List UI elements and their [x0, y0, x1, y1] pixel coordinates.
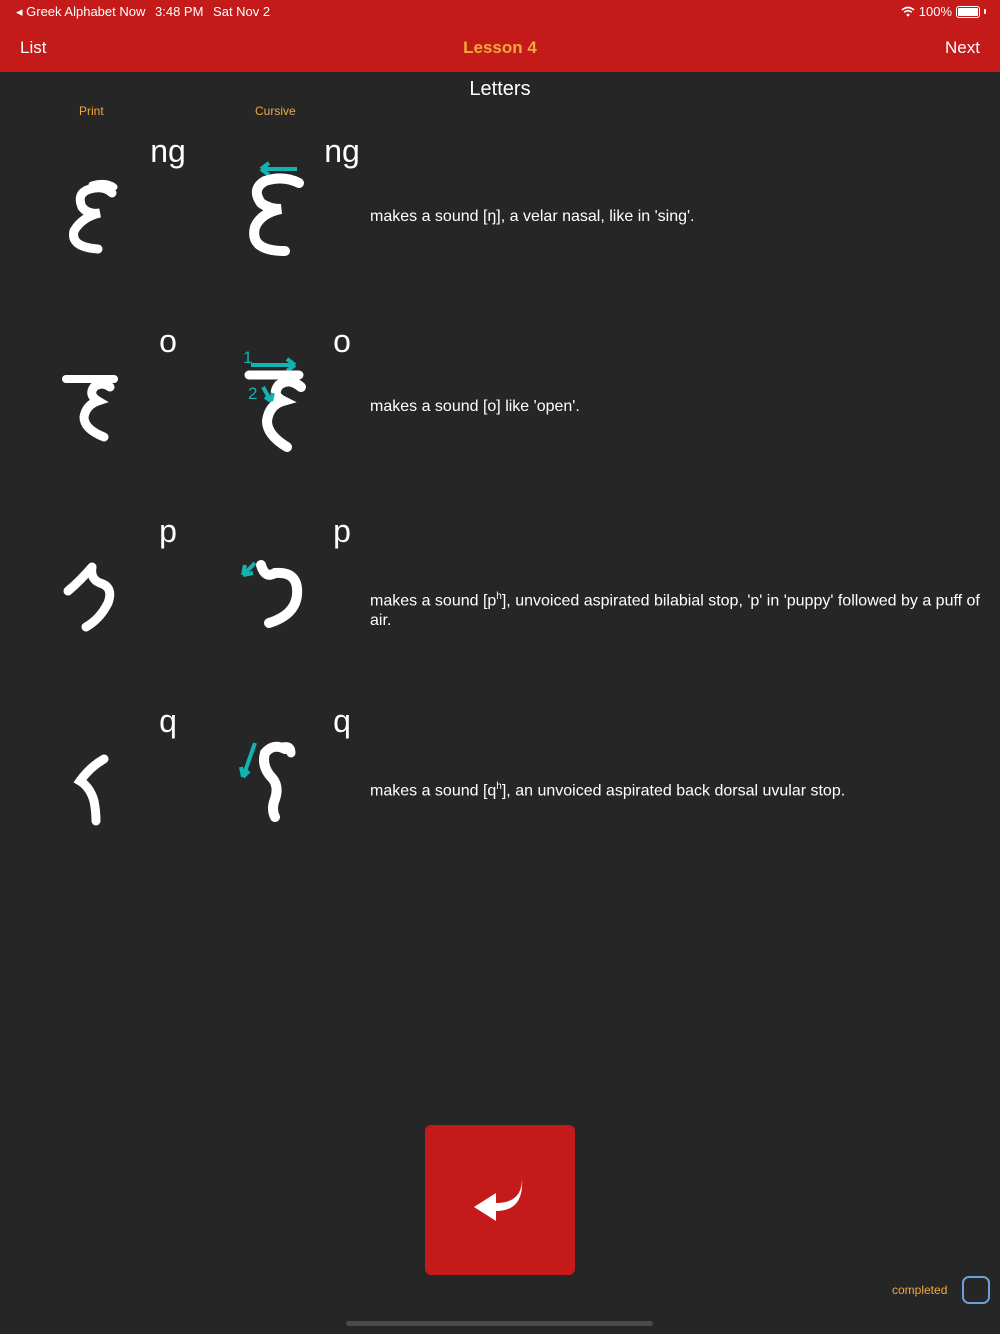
cursive-letter-q-glyph [235, 725, 325, 835]
home-indicator[interactable] [346, 1321, 653, 1326]
letter-row-q [0, 705, 1000, 885]
status-time: 3:48 PM [155, 4, 204, 19]
cursive-column-header: Cursive [255, 104, 296, 118]
description-text-start: makes a sound [p [370, 592, 497, 610]
letter-row-p [0, 515, 1000, 695]
battery-tip [984, 9, 986, 14]
battery-percent: 100% [918, 4, 952, 19]
return-arrow-icon [472, 1177, 528, 1223]
cursive-latin-label: q [333, 703, 351, 739]
status-date: Sat Nov 2 [213, 4, 271, 19]
section-title: Letters [469, 78, 531, 100]
description-text-end: ], unvoiced aspirated bilabial stop, 'p' in 'puppy' followed by a puff of air. [370, 592, 980, 630]
print-latin-label: o [159, 323, 177, 359]
print-letter-o-glyph [60, 365, 130, 455]
cursive-latin-label: p [333, 513, 351, 549]
completed-label: completed [892, 1283, 948, 1297]
print-letter-q-glyph [60, 745, 130, 835]
back-to-app-link[interactable]: ◂ Greek Alphabet Now [16, 4, 146, 19]
stroke-number-2: 2 [248, 384, 258, 403]
cursive-letter-p-glyph [235, 535, 325, 645]
print-letter-ng-glyph [60, 175, 130, 265]
return-button[interactable] [425, 1125, 575, 1275]
description-text: makes a sound [ŋ], a velar nasal, like in 'sing'. [370, 208, 695, 225]
letter-row-o [0, 325, 1000, 505]
next-button[interactable]: Next [945, 38, 980, 57]
letter-description [370, 397, 1000, 417]
print-latin-label: ng [150, 133, 186, 169]
letter-description [370, 777, 1000, 801]
completed-checkbox[interactable] [962, 1276, 990, 1304]
list-button[interactable]: List [20, 38, 47, 57]
letter-description [370, 587, 1000, 631]
print-letter-p-glyph [60, 555, 130, 645]
status-bar-left [16, 4, 276, 20]
status-bar-right [901, 4, 986, 19]
battery-icon [956, 6, 980, 18]
letter-row-ng [0, 135, 1000, 315]
top-bar [0, 0, 1000, 72]
description-text-start: makes a sound [q [370, 782, 497, 800]
stroke-number-1: 1 [243, 348, 253, 367]
description-superscript: h [496, 781, 502, 792]
description-superscript: h [496, 591, 502, 602]
cursive-latin-label: ng [324, 133, 360, 169]
letter-description [370, 207, 1000, 227]
print-latin-label: p [159, 513, 177, 549]
wifi-icon [901, 6, 915, 17]
cursive-letter-ng-glyph [235, 155, 325, 265]
lesson-title: Lesson 4 [463, 38, 537, 57]
print-latin-label: q [159, 703, 177, 739]
cursive-letter-o-glyph [235, 345, 325, 455]
cursive-latin-label: o [333, 323, 351, 359]
print-column-header: Print [79, 104, 104, 118]
description-text: makes a sound [o] like 'open'. [370, 398, 580, 415]
description-text-end: ], an unvoiced aspirated back dorsal uvular stop. [501, 782, 846, 800]
